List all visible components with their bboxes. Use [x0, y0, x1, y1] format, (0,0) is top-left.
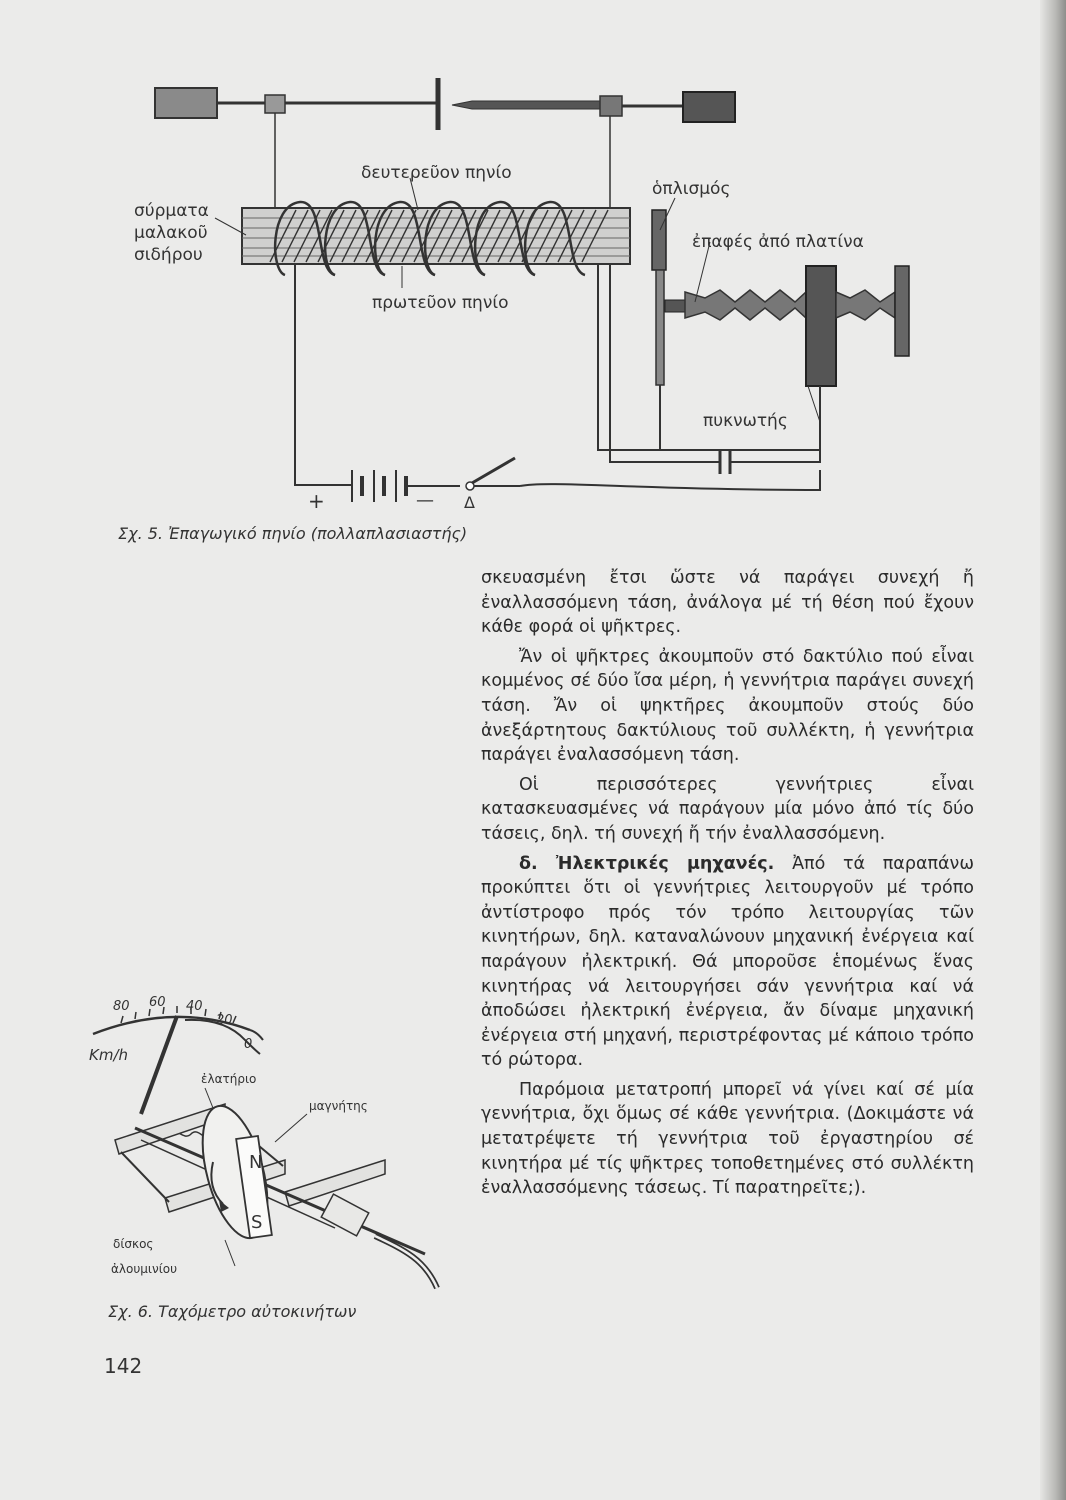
screw-post: [806, 266, 836, 386]
armature: [652, 210, 666, 270]
label-minus: —: [416, 490, 434, 510]
figure-5-caption: Σχ. 5. Ἐπαγωγικό πηνίο (πολλαπλασιαστής): [118, 524, 468, 543]
tick-label-80: 80: [113, 999, 130, 1014]
tick-label-60: 60: [149, 995, 166, 1010]
drive-shaft: [135, 1128, 425, 1254]
cable-coupling: [321, 1194, 369, 1236]
tick-label-20: 20: [216, 1013, 233, 1028]
paragraph-4: [481, 852, 974, 1073]
paragraph-3: Οἱ περισσότερες γεννήτριες εἶναι κατασκευασμένες νά παράγουν μία μόνο ἀπό τίς δύο τάσεις, δηλ. τή συνεχή ἤ τήν ἐναλλασσόμενη.: [481, 774, 974, 844]
paragraph-5: Παρόμοια μετατροπή μπορεῖ νά γίνει καί σέ μία γεννήτρια, ὄχι ὅμως σέ κάθε γεννήτρια. (Δοκιμάστε νά μετατρέψετε τή γεννήτρια τοῦ ἐργαστηρίου σέ κινητήρα μέ τίς ψῆκτρες τοποθετημένες στό συλλέκτη ἐναλλασσόμενης τάσεως. Τί παρατηρεῖτε;).: [481, 1079, 974, 1199]
right-terminal-block: [683, 92, 735, 122]
armature-spring: [656, 270, 664, 385]
unit-label: Km/h: [89, 1046, 129, 1064]
label-magnet: μαγνήτης: [309, 1099, 368, 1113]
label-primary-coil: πρωτεῦον πηνίο: [372, 293, 509, 313]
label-disc-1: δίσκος: [113, 1237, 154, 1251]
screw-head: [895, 266, 909, 356]
magnet-south: S: [251, 1212, 263, 1233]
primary-return-wire: [520, 470, 820, 490]
label-secondary-coil: δευτερεῦον πηνίο: [361, 163, 512, 183]
paragraph-2: Ἄν οἱ ψῆκτρες ἀκουμποῦν στό δακτύλιο πού εἶναι κομμένος σέ δύο ἴσα μέρη, ἡ γεννήτρια παράγει συνεχή τάση. Ἄν οἱ ψηκτῆρες ἀκουμποῦν στούς δύο ἀνεξάρτητους δακτύλιους τοῦ συλλέκτη, ἡ γεννήτρια παράγει ἐναλασσόμενη τάση.: [481, 646, 974, 766]
section-heading: δ. Ἠλεκτρικές μηχανές.: [519, 853, 775, 874]
label-switch: Δ: [464, 493, 475, 510]
label-platinum-contacts: ἐπαφές ἀπό πλατίνα: [692, 232, 864, 252]
tick-label-0: 0: [244, 1037, 253, 1052]
label-plus: +: [308, 489, 325, 510]
drive-cable: [375, 1236, 437, 1288]
battery: [352, 470, 406, 502]
page-number: 142: [104, 1354, 143, 1378]
label-armature: ὁπλισμός: [652, 179, 731, 199]
right-rod: [452, 101, 605, 109]
page-edge-shadow: [1040, 0, 1066, 1500]
figure-6-caption: Σχ. 6. Ταχόμετρο αὐτοκινήτων: [108, 1302, 357, 1321]
induction-coil-diagram: [120, 70, 960, 510]
figure-induction-coil: [120, 70, 960, 510]
body-text-column: [481, 566, 974, 1206]
label-soft-iron-1: σύρματα: [134, 201, 209, 221]
label-spring: ἐλατήριο: [201, 1072, 257, 1086]
magnet-north: N: [249, 1152, 263, 1173]
contact-screw-thread: [685, 290, 806, 320]
speedometer-diagram: [85, 992, 465, 1294]
speedometer-needle: [141, 1016, 177, 1114]
label-soft-iron-3: σιδήρου: [134, 245, 203, 265]
tick-label-40: 40: [186, 999, 203, 1014]
platinum-contact: [665, 300, 685, 312]
figure-speedometer: [85, 992, 465, 1294]
label-capacitor: πυκνωτής: [703, 411, 788, 431]
right-rod-clamp: [600, 96, 622, 116]
left-terminal-block: [155, 88, 217, 118]
primary-wire-left: [295, 264, 348, 485]
paragraph-1: σκευασμένη ἔτσι ὥστε νά παράγει συνεχή ἤ ἐναλλασσόμενη τάση, ἀνάλογα μέ τή θέση πού ἔχουν κάθε φορά οἱ ψῆκτρες.: [481, 568, 974, 638]
label-disc-2: ἀλουμινίου: [111, 1262, 178, 1276]
switch-lever: [472, 458, 515, 483]
label-soft-iron-2: μαλακοῦ: [134, 223, 208, 243]
left-rod-clamp: [265, 95, 285, 113]
paragraph-4-text: Ἀπό τά παραπάνω προκύπτει ὅτι οἱ γεννήτριες λειτουργοῦν μέ τρόπο ἀντίστροφο πρός τόν τρόπο λειτουργίας τῶν κινητήρων, δηλ. καταναλώνουν μηχανική ἐνέργεια καί παράγουν ἠλεκτρική. Θά μποροῦσε ἑπομένως ἕνας κινητήρας νά λειτουργήσει σάν γεννήτρια καί νά ἀποδώσει ἠλεκτρική ἐνέργεια, ἄν δίναμε μηχανική ἐνέργεια στή μηχανή, περιστρέφοντας μέ κάποιο τρόπο τό ρώτορα.: [481, 853, 974, 1071]
